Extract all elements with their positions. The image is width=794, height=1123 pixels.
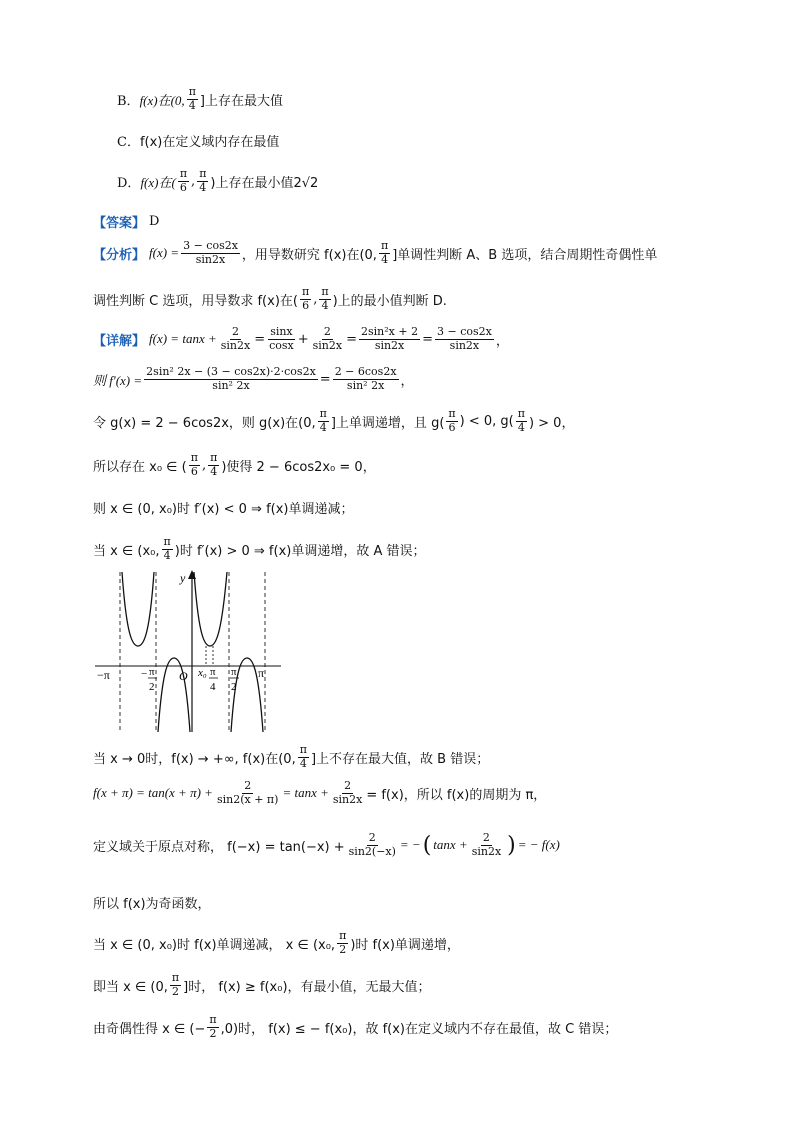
text: 当 x → 0时，f(x) → +∞, f(x)在(0, [93,751,296,767]
curve-upper-left [122,572,154,646]
detail-line-11 [93,930,460,956]
text: 定义域关于原点对称， f(−x) = tan(−x) + [93,839,345,855]
analysis-line-2 [93,286,447,312]
tick-x0: x₀ [198,667,207,679]
text: )时 f(x)单调递增， [350,937,460,953]
answer-tag: 【答案】 [93,216,146,231]
separator: , [191,173,196,189]
tick-pi4-num: π [210,666,216,678]
equals: = [346,331,357,347]
fraction: $\frac{2}{\sin 2x}$ [220,325,251,352]
fraction: $\frac{\sin x}{\cos x}$ [269,325,294,352]
fraction: $\frac{\pi}{6}$ [448,407,456,434]
fraction: $\frac{\pi}{4}$ [299,743,307,770]
fraction: $\frac{\pi}{4}$ [321,285,329,312]
fraction: $\frac{\pi}{6}$ [301,285,310,312]
fraction: $\frac{\pi}{6}$ [190,451,198,478]
detail-line-3 [93,408,574,434]
text: = f(x)，所以 f(x)的周期为 π， [366,787,547,803]
tick-neg-half-pi-den: 2 [149,681,155,693]
paren-left: ( [422,832,432,858]
text: ,0)时， f(x) ≤ − f(x₀)，故 f(x)在定义域内不存在最值，故 C 错误； [220,1021,618,1037]
detail-line-8 [93,780,546,806]
detail-line-1 [93,326,509,352]
curve-upper-right [194,572,227,646]
fraction: $\frac{3 - \cos 2x}{\sin 2x}$ [436,325,492,352]
text: 当 x ∈ (x₀, [93,543,160,559]
fraction: $\frac{2}{\sin 2x}$ [471,831,502,858]
tick-pi: π [258,666,265,680]
separator: , [201,457,207,473]
text: ，用导数研究 f(x)在(0, [241,247,377,263]
paren-right: ) [507,832,516,858]
math: tanx + [433,837,468,853]
fraction: $\frac{\pi}{4}$ [210,451,218,478]
fraction: $\frac{\pi}{6}$ [179,167,188,194]
punct: ， [400,373,414,389]
option-text: ]上存在最大值 [199,93,283,109]
math: f(x) = tanx + [149,331,217,347]
equals: = [319,371,331,387]
punct: ， [495,333,509,349]
tick-pi4-den: 4 [210,681,216,693]
fraction: $\frac{\pi}{2}$ [171,971,180,998]
fraction: $\frac{\text{2sin²x + 2}}{\sin 2x}$ [361,325,419,352]
option-text: f(x)在定义域内存在最值 [139,135,280,150]
text: )使得 2 − 6cos2x₀ = 0， [221,459,376,475]
text: )时 f′(x) > 0 ⇒ f(x)单调递增，故 A 错误； [174,543,426,559]
detail-line-4 [93,452,376,478]
detail-line-13 [93,1014,617,1040]
math: = tanx + [282,785,329,801]
fraction: $\frac{\pi}{4}$ [163,535,171,562]
detail-line-7 [93,744,489,770]
text: ]单调性判断 A、B 选项，结合周期性奇偶性单 [392,247,658,263]
tick-neg-half-pi-num: π [149,666,155,678]
option-text: )上存在最小值2√2 [210,175,319,191]
option-c [117,131,279,150]
math: 则 f′(x) = [93,372,143,388]
tick-neg-half-pi: − [141,668,148,680]
text: ) > 0， [528,415,575,431]
option-text: f(x)在( [140,174,176,190]
equals: = [254,331,266,347]
math: = − f(x) [517,837,560,853]
separator: , [313,291,318,307]
fraction: $\frac{\pi}{4}$ [380,239,389,266]
detail-line-5 [93,498,354,517]
option-b [117,86,283,112]
fraction: $\frac{2}{\sin 2(x + \pi)}$ [216,779,279,806]
fraction: $\frac{\pi}{4}$ [319,407,327,434]
text: 由奇偶性得 x ∈ (− [93,1021,206,1037]
fraction: $\frac{\text{2sin² 2x − (3 − cos2x)·2·cos2x}}{\text{sin² 2x}}$ [146,365,316,392]
detail-line-2 [93,366,414,392]
fraction: $\frac{2}{\sin 2(-x)}$ [348,831,396,858]
fraction: $\frac{3 - \cos 2x}{\sin 2x}$ [183,239,238,266]
plus: + [297,331,309,347]
analysis-line-1 [93,240,657,266]
option-label: D． [117,175,141,191]
fraction: $\frac{\pi}{2}$ [209,1013,217,1040]
detail-tag: 【详解】 [93,333,146,349]
detail-line-6 [93,536,426,562]
text: ]上不存在最大值，故 B 错误； [310,751,490,767]
analysis-tag: 【分析】 [93,247,146,263]
tick-pi2-den: 2 [231,681,237,693]
text: ) < 0, g( [459,413,514,429]
fraction: $\frac{\pi}{4}$ [517,407,525,434]
option-text: f(x)在(0, [139,92,185,108]
tick-neg-pi: −π [97,668,110,682]
function-graph [93,568,283,734]
answer-line [93,212,159,231]
math: f(x) = [149,245,180,261]
text: )上的最小值判断 D. [332,293,447,309]
detail-line-12 [93,972,431,998]
text: 即当 x ∈ (0, [93,979,168,995]
text: 所以存在 x₀ ∈ ( [93,459,187,475]
answer-value: D [149,214,160,229]
math: f(x + π) = tan(x + π) + [93,785,213,801]
fraction: $\frac{\pi}{4}$ [188,85,196,112]
text: 当 x ∈ (0, x₀)时 f(x)单调递减， x ∈ (x₀, [93,937,336,953]
text: 所以 f(x)为奇函数， [93,897,211,912]
text: 则 x ∈ (0, x₀)时 f′(x) < 0 ⇒ f(x)单调递减； [93,502,354,517]
option-label: B． [117,93,140,109]
equals: = [422,331,433,347]
fraction: $\frac{2}{\sin 2x}$ [312,325,343,352]
text: ]时， f(x) ≥ f(x₀)，有最小值，无最大值； [183,979,431,995]
y-label: y [180,571,186,585]
text: 令 g(x) = 2 − 6cos2x，则 g(x)在(0, [93,415,316,431]
detail-line-9 [93,832,560,858]
math: = − [399,837,421,853]
option-label: C． [117,135,140,150]
text: 调性判断 C 选项，用导数求 f(x)在( [93,293,298,309]
origin-label: O [179,669,188,683]
fraction: $\frac{2 - 6\cos 2x}{\text{sin² 2x}}$ [334,365,397,392]
tick-pi2-num: π [231,666,237,678]
fraction: $\frac{2}{\sin 2x}$ [332,779,363,806]
option-d [117,168,318,194]
fraction: $\frac{\pi}{2}$ [339,929,347,956]
detail-line-10 [93,893,211,912]
fraction: $\frac{\pi}{4}$ [199,167,207,194]
text: ]上单调递增，且 g( [330,415,445,431]
